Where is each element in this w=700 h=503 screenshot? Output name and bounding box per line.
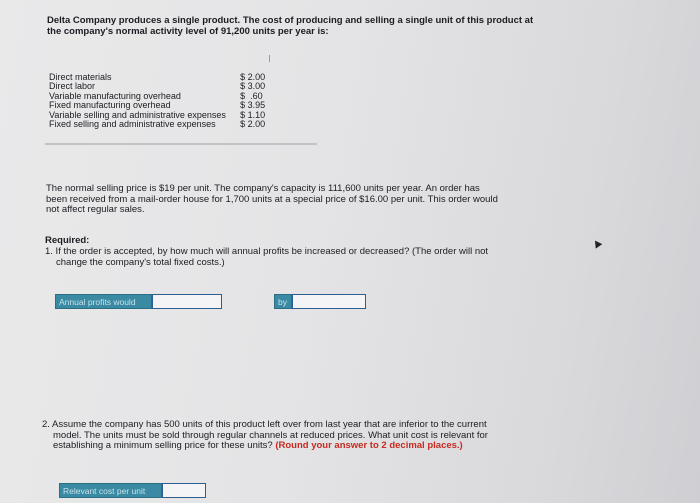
cost-value: $ 2.00 (240, 72, 266, 82)
profit-amount-input[interactable] (292, 294, 366, 309)
q2-line-2: model. The units must be sold through regular channels at reduced prices. What unit cost is relevant for (53, 429, 488, 441)
cost-label: Direct labor (49, 81, 96, 92)
cost-label: Fixed selling and administrative expenses (49, 118, 216, 129)
problem-intro (47, 16, 533, 37)
mouse-cursor-icon (592, 238, 603, 248)
question-1 (45, 247, 488, 268)
q1-line-1: 1. If the order is accepted, by how much will annual profits be increased or decreased? (The order will not (45, 246, 489, 257)
relevant-cost-label: Relevant cost per unit (59, 483, 162, 498)
scan-mark (269, 55, 270, 62)
intro-line-2: the company's normal activity level of 91,200 units per year is: (47, 25, 329, 37)
cost-value: $ 3.95 (240, 100, 266, 111)
section-divider (45, 143, 317, 145)
profit-direction-input[interactable] (152, 294, 222, 309)
cost-value: $ 2.00 (240, 118, 266, 129)
normal-line-1: The normal selling price is $19 per unit. The company's capacity is 111,600 units per year. An order has (46, 183, 480, 194)
by-label: by (274, 294, 292, 309)
q2-line-3 (42, 441, 488, 452)
profits-label: Annual profits would (55, 294, 152, 309)
q2-line-3-text: establishing a minimum selling price for these units? (53, 440, 273, 451)
relevant-cost-row (59, 483, 206, 498)
q1-line-2: change the company's total fixed costs.) (56, 256, 225, 268)
normal-price-paragraph (46, 184, 498, 216)
required-heading (45, 236, 89, 247)
normal-line-3: not affect regular sales. (46, 204, 145, 215)
required-title: Required: (45, 235, 90, 246)
q2-line-1: 2. Assume the company has 500 units of this product left over from last year that are inferior to the current (42, 419, 487, 430)
rounding-instruction: (Round your answer to 2 decimal places.) (275, 440, 463, 451)
cost-label: Direct materials (49, 72, 112, 82)
cost-label: Variable selling and administrative expenses (49, 109, 226, 120)
cost-label: Fixed manufacturing overhead (49, 100, 171, 111)
cost-value: $ 3.00 (240, 81, 266, 92)
cost-value: $ .60 (240, 90, 263, 101)
cost-table (49, 73, 270, 135)
relevant-cost-input[interactable] (162, 483, 206, 498)
cost-value: $ 1.10 (240, 109, 266, 120)
question-2 (42, 420, 488, 452)
intro-line-1: Delta Company produces a single product. The cost of producing and selling a single unit of this product at (47, 15, 534, 26)
normal-line-2: been received from a mail-order house for 1,700 units at a special price of $16.00 per unit. This order would (46, 193, 498, 205)
profit-answer-row (55, 294, 366, 309)
cost-row (49, 120, 270, 129)
cost-label: Variable manufacturing overhead (49, 90, 181, 101)
